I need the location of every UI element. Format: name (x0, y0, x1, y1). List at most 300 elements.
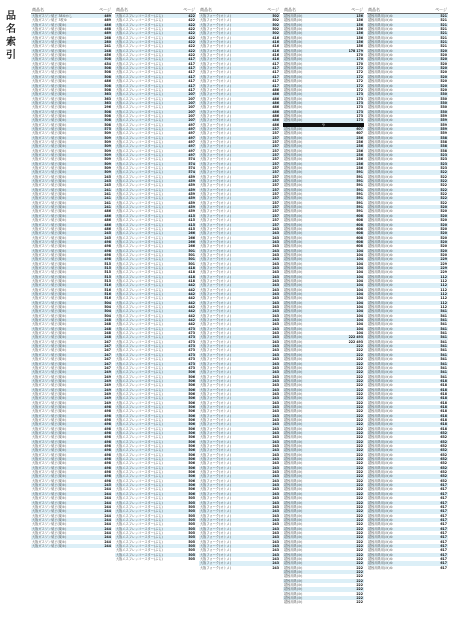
entry-name: 大阪フォーク(オトメ) (200, 192, 231, 197)
entry-page: 222 (356, 387, 363, 392)
entry-name: 大阪ガスワン焼ビ(薬ゆ) (32, 352, 67, 357)
entry-page: 522 (440, 183, 447, 188)
entry-name: 大阪ガスワン焼ビ(薬ゆ) (32, 387, 67, 392)
entry-name: 大阪フォーク(オトメ) (200, 309, 231, 314)
entry-page: 248 (104, 326, 111, 331)
entry-name: 超極用紙用(ゆ)ゆ (368, 435, 393, 440)
entry-name: 大阪エスフレッコースター(ぶら) (116, 552, 163, 557)
entry-name: 超極用紙(ゆ) (284, 413, 303, 418)
entry-page: 237 (272, 174, 279, 179)
entry-page: 591 (356, 200, 363, 205)
entry-name: 大阪エスフレッコースター(ぶら) (116, 539, 163, 544)
column-header-page: ページ (183, 7, 195, 12)
entry-name: 大阪フォーク(オトメ) (200, 44, 231, 49)
entry-name: 超極用紙(ゆ) (284, 404, 303, 409)
entry-page: 498 (104, 426, 111, 431)
entry-page: 506 (188, 378, 195, 383)
column-header (283, 6, 364, 14)
entry-page: 506 (188, 465, 195, 470)
entry-name: 大阪ガスワン焼ビ(薬ゆ) (32, 122, 67, 127)
entry-name: 大阪エスフレッコースター(ぶら) (116, 400, 163, 405)
entry-page: 244 (104, 513, 111, 518)
entry-page: 591 (356, 192, 363, 197)
entry-name: 大阪エスフレッコースター(ぶら) (116, 226, 163, 231)
entry-page: 112 (440, 305, 447, 310)
entry-name: 大阪エスフレッコースター(ぶら) (116, 57, 163, 62)
entry-page: 508 (104, 70, 111, 75)
entry-page: 442 (188, 292, 195, 296)
entry-page: 469 (104, 18, 111, 23)
entry-name: 超極用紙(ゆ) (284, 431, 303, 435)
entry-name: 大阪ガスワン焼ビ(薬ゆ) (32, 465, 67, 470)
entry-name: 大阪ガスワン焼ビ(薬ゆ) (32, 461, 67, 466)
entry-page: 244 (104, 487, 111, 492)
entry-name: 超極用紙(ゆ) (284, 491, 303, 496)
entry-name: 大阪フォーク(オトメ) (200, 331, 231, 336)
entry-page: 222 (356, 543, 363, 548)
entry-name: 超極用紙用(ゆ)ゆ (368, 305, 393, 310)
entry-name: 大阪エスフレッコースター(ぶら) (116, 96, 163, 101)
entry-page: 632 (440, 470, 447, 475)
entry-page: 506 (188, 370, 195, 375)
entry-name: 超極用紙(ゆ) (284, 235, 303, 240)
entry-name: 大阪エスフレッコースター(ぶら) (116, 457, 163, 462)
entry-page: 497 (188, 135, 195, 140)
entry-name: 超極用紙用(ゆ)ゆ (368, 500, 393, 505)
entry-page: 416 (272, 40, 279, 45)
entry-name: 超極用紙用(ゆ)ゆ (368, 535, 393, 540)
entry-page: 506 (188, 404, 195, 409)
entry-name: 超極用紙用(ゆ)ゆ (368, 48, 393, 53)
entry-page: 505 (188, 504, 195, 509)
entry-name: 大阪フォーク(オトメ) (200, 483, 231, 488)
entry-name: 大阪フォーク(オトメ) (200, 335, 231, 340)
entry-page: 243 (272, 270, 279, 275)
entry-name: 大阪エスフレッコースター(ぶら) (116, 300, 163, 305)
entry-page: 498 (104, 248, 111, 253)
entry-page: 574 (188, 166, 195, 171)
entry-page: 417 (188, 79, 195, 84)
entry-page: 222 (356, 491, 363, 496)
entry-name: 大阪エスフレッコースター(ぶら) (116, 478, 163, 483)
entry-name: 大阪フォーク(オトメ) (200, 48, 231, 53)
index-entry (199, 566, 280, 570)
entry-name: 大阪エスフレッコースター(ぶら) (116, 548, 163, 553)
entry-name: 超極用紙用(ゆ)ゆ (368, 457, 393, 462)
entry-name: 超極用紙用(ゆ)ゆ (368, 344, 393, 349)
entry-name: 超極用紙用(ゆ)ゆ (368, 431, 393, 435)
entry-name: 大阪ガスワン焼ビ(薬ゆ) (32, 287, 67, 292)
entry-name: 超極用紙用(ゆ)ゆ (368, 239, 393, 244)
entry-name: 超極用紙用(ゆ)ゆ (368, 131, 393, 136)
entry-name: 大阪フォーク(オトメ) (200, 222, 231, 227)
entry-name: 大阪エスフレッコースター(ぶら) (116, 166, 163, 171)
entry-name: 大阪ガスワン焼ビ(薬ゆ) (32, 153, 67, 157)
entry-name: 大阪エスフレッコースター(ぶら) (116, 105, 163, 110)
entry-page: 243 (272, 322, 279, 327)
entry-page: 222 (356, 470, 363, 475)
entry-page: 243 (272, 339, 279, 344)
entry-name: 大阪ガスワン焼ビ(薬ゆ) (32, 470, 67, 475)
entry-name: 大阪エスフレッコースター(ぶら) (116, 252, 163, 257)
entry-name: 大阪エスフレッコースター(ぶら) (116, 109, 163, 114)
entry-page: 632 (440, 435, 447, 440)
entry-page: 559 (440, 126, 447, 131)
entry-page: 222 (356, 556, 363, 561)
entry-name: 超極用紙用(ゆ)ゆ (368, 235, 393, 240)
entry-name: 超極用紙用(ゆ)ゆ (368, 404, 393, 409)
entry-page: 608 (356, 239, 363, 244)
entry-name: 大阪フォーク(オトメ) (200, 300, 231, 305)
entry-name: 大阪エスフレッコースター(ぶら) (116, 470, 163, 475)
entry-page: 520 (440, 244, 447, 249)
entry-name: 大阪ガスワン焼ビ(薬ゆ) (32, 435, 67, 440)
entry-name: 超極用紙用(ゆ)ゆ (368, 509, 393, 514)
index-title (4, 10, 18, 62)
entry-name: 大阪エスフレッコースター(ぶら) (116, 509, 163, 514)
entry-page: 245 (104, 235, 111, 240)
entry-page: 498 (104, 452, 111, 457)
entry-name: 大阪フォーク(オトメ) (200, 543, 231, 548)
entry-page: 416 (272, 44, 279, 49)
entry-page: 591 (356, 209, 363, 214)
entry-page: 243 (272, 370, 279, 375)
entry-page: 268 (104, 35, 111, 40)
entry-name: 超極用紙(ゆ) (284, 322, 303, 327)
index-grid (31, 6, 450, 634)
entry-name: 超極用紙用(ゆ)ゆ (368, 161, 393, 166)
entry-name: 大阪エスフレッコースター(ぶら) (116, 53, 163, 58)
entry-name: 大阪フォーク(オトメ) (200, 522, 231, 527)
entry-page: 248 (104, 331, 111, 336)
entry-page: 236 (356, 144, 363, 149)
entry-name: 超極用紙用(ゆ)ゆ (368, 252, 393, 257)
entry-name: 超極用紙(ゆ) (284, 200, 303, 205)
entry-page: 173 (356, 96, 363, 101)
entry-name: 大阪エスフレッコースター(ぶら) (116, 339, 163, 344)
entry-name: 大阪フォーク(オトメ) (200, 378, 231, 383)
entry-page: 469 (104, 31, 111, 36)
entry-page: 104 (356, 274, 363, 279)
entry-name: 超極用紙(ゆ) (284, 283, 303, 288)
entry-page: 498 (104, 239, 111, 244)
entry-name: 大阪フォーク(オトメ) (200, 539, 231, 544)
entry-page: 509 (104, 166, 111, 171)
entry-page: 541 (440, 331, 447, 336)
entry-page: 243 (272, 292, 279, 296)
entry-page: 541 (440, 374, 447, 379)
entry-name: 大阪ガスワン焼ビ(薬ゆ) (32, 391, 67, 396)
entry-name: 大阪エスフレッコースター(ぶら) (116, 222, 163, 227)
entry-name: 超極用紙用(ゆ)ゆ (368, 287, 393, 292)
entry-page: 473 (188, 352, 195, 357)
entry-name: 大阪フォーク(オトメ) (200, 92, 231, 97)
entry-page: 417 (272, 79, 279, 84)
entry-name: 大阪フォーク(オトメ) (200, 244, 231, 249)
entry-name: 大阪エスフレッコースター(ぶら) (116, 444, 163, 449)
entry-page: 506 (188, 426, 195, 431)
entry-name: 大阪フォーク(オトメ) (200, 209, 231, 214)
entry-page: 243 (272, 287, 279, 292)
entry-name: 超極用紙用(ゆ)ゆ (368, 148, 393, 153)
entry-page: 515 (104, 278, 111, 283)
entry-page: 442 (188, 300, 195, 305)
entry-page: 104 (356, 313, 363, 318)
entry-page: 520 (440, 239, 447, 244)
entry-name: 超極用紙用(ゆ)ゆ (368, 57, 393, 62)
entry-name: 大阪エスフレッコースター(ぶら) (116, 417, 163, 422)
entry-page: 486 (272, 109, 279, 114)
entry-name: 大阪エスフレッコースター(ぶら) (116, 161, 163, 166)
entry-name: 超極用紙用(ゆ)ゆ (368, 283, 393, 288)
entry-name: 大阪エスフレッコースター(ぶら) (116, 153, 163, 157)
entry-name: 超極用紙用(ゆ)ゆ (368, 296, 393, 301)
entry-name: 超極用紙(ゆ) (284, 83, 303, 88)
entry-name: 大阪フォーク(オトメ) (200, 74, 231, 79)
entry-name: 大阪エスフレッコースター(ぶら) (116, 435, 163, 440)
entry-page: 243 (272, 543, 279, 548)
entry-page: 506 (188, 435, 195, 440)
entry-page: 222 (356, 417, 363, 422)
entry-name: 大阪ガスワン焼ビ(薬ゆ) (32, 83, 67, 88)
entry-name: 大阪ガスワン焼ビ(薬ゆ) (32, 374, 67, 379)
entry-name: 大阪フォーク(オトメ) (200, 187, 231, 192)
entry-page: 243 (272, 530, 279, 535)
entry-name: 大阪ガスワン焼ビ(薬ゆ) (32, 48, 67, 53)
entry-page: 486 (272, 122, 279, 127)
entry-page: 247 (104, 339, 111, 344)
entry-name: 大阪ガスワン焼ビ(薬ゆ) (32, 222, 67, 227)
entry-page: 172 (356, 74, 363, 79)
entry-name: 大阪ガスワン焼ビ(薬ゆ) (32, 309, 67, 314)
entry-name: 超極用紙用(ゆ)ゆ (368, 322, 393, 327)
entry-page: 222 (356, 439, 363, 444)
entry-name: 大阪フォーク(オトメ) (200, 166, 231, 171)
entry-name: 超極用紙(ゆ) (284, 192, 303, 197)
entry-page: 509 (104, 157, 111, 162)
entry-page: 632 (440, 474, 447, 479)
entry-name: 大阪ガスワン焼ビ(薬ゆ) (32, 213, 67, 218)
entry-page: 417 (188, 66, 195, 71)
entry-page: 296 (104, 105, 111, 110)
entry-page: 498 (104, 431, 111, 435)
entry-page: 459 (188, 200, 195, 205)
entry-page: 505 (188, 517, 195, 522)
entry-page: 266 (188, 239, 195, 244)
entry-page: 498 (104, 444, 111, 449)
entry-name: 超極用紙(ゆ) (284, 400, 303, 405)
entry-name: 超極用紙用(ゆ)ゆ (368, 87, 393, 92)
entry-name: 超極用紙(ゆ) (284, 326, 303, 331)
entry-page: 608 (356, 235, 363, 240)
entry-page: 416 (272, 48, 279, 53)
entry-name: 大阪ガスワン焼ビ(薬ゆ) (32, 209, 67, 214)
entry-page: 207 (188, 113, 195, 118)
entry-name: 大阪エスフレッコースター(ぶら) (116, 257, 163, 262)
entry-page: 112 (440, 287, 447, 292)
entry-page: 222 (356, 400, 363, 405)
entry-name: 大阪フォーク(オトメ) (200, 144, 231, 149)
entry-page: 243 (272, 226, 279, 231)
entry-name: 大阪フォーク(オトメ) (200, 422, 231, 427)
entry-name: 大阪ガスワン焼ビ(薬ゆ) (32, 452, 67, 457)
entry-name: 大阪フォーク(オトメ) (200, 548, 231, 553)
entry-name: 大阪フォーク(オトメ) (200, 270, 231, 275)
entry-name: 超極用紙(ゆ) (284, 478, 303, 483)
entry-page: 508 (104, 83, 111, 88)
entry-name: 大阪エスフレッコースター(ぶら) (116, 100, 163, 105)
entry-page: 173 (356, 100, 363, 105)
entry-name: 超極用紙(ゆ) (284, 274, 303, 279)
entry-page: 516 (104, 296, 111, 301)
entry-page: 515 (104, 261, 111, 266)
entry-page: 243 (272, 278, 279, 283)
entry-page: 486 (104, 222, 111, 227)
entry-page: 505 (188, 548, 195, 553)
column-header (199, 6, 280, 14)
entry-name: 大阪エスフレッコースター(ぶら) (116, 118, 163, 123)
entry-page: 520 (440, 87, 447, 92)
column-header (31, 6, 112, 14)
entry-name: 大阪エスフレッコースター(ぶら) (116, 448, 163, 453)
entry-page: 237 (272, 161, 279, 166)
entry-name: 大阪ガスワン焼ビ(薬ゆ) (32, 474, 67, 479)
entry-page: 104 (356, 326, 363, 331)
entry-page: 112 (440, 278, 447, 283)
entry-page: 418 (188, 274, 195, 279)
column-header-name: 商品名 (32, 7, 44, 12)
entry-name: 大阪ガスワン焼ビ(薬ゆ) (32, 118, 67, 123)
entry-page: 417 (188, 74, 195, 79)
entry-page: 508 (104, 118, 111, 123)
entry-page: 207 (188, 96, 195, 101)
entry-page: 248 (104, 318, 111, 323)
entry-name: 超極用紙(ゆ) (284, 252, 303, 257)
entry-name: 超極用紙(ゆ) (284, 27, 303, 32)
entry-name: 大阪フォーク(オトメ) (200, 61, 231, 66)
entry-page: 520 (440, 74, 447, 79)
entry-page: 243 (272, 500, 279, 505)
entry-page: 173 (356, 118, 363, 123)
entry-page: 520 (440, 66, 447, 71)
entry-name: 大阪ガスワン焼ビ(薬ゆ) (32, 179, 67, 184)
entry-page: 422 (188, 18, 195, 23)
entry-name: 超極用紙(ゆ) (284, 530, 303, 535)
entry-name: 超極用紙用(ゆ)ゆ (368, 491, 393, 496)
entry-name: 大阪エスフレッコースター(ぶら) (116, 513, 163, 518)
entry-name: 超極用紙用(ゆ)ゆ (368, 378, 393, 383)
entry-name: 超極用紙(ゆ) (284, 209, 303, 214)
entry-name: 超極用紙用(ゆ)ゆ (368, 548, 393, 553)
entry-page: 243 (272, 252, 279, 257)
entry-page: 574 (188, 161, 195, 166)
entry-page: 498 (104, 457, 111, 462)
entry-name: 大阪エスフレッコースター(ぶら) (116, 61, 163, 66)
entry-page: 508 (104, 57, 111, 62)
entry-name: 大阪フォーク(オトメ) (200, 478, 231, 483)
entry-page: 243 (272, 513, 279, 518)
entry-name: 大阪フォーク(オトメ) (200, 87, 231, 92)
entry-page: 243 (272, 326, 279, 331)
entry-page: 523 (440, 166, 447, 171)
entry-page: 632 (440, 452, 447, 457)
entry-name: 超極用紙(ゆ) (284, 583, 303, 588)
entry-name: 大阪エスフレッコースター(ぶら) (116, 370, 163, 375)
entry-page: 222 (356, 409, 363, 414)
entry-name: 大阪エスフレッコースター(ぶら) (116, 318, 163, 323)
entry-name: 超極用紙用(ゆ)ゆ (368, 79, 393, 84)
entry-page: 249 (104, 391, 111, 396)
entry-page: 422 (188, 53, 195, 58)
entry-name: 超極用紙(ゆ) (284, 318, 303, 323)
entry-page: 222 (356, 374, 363, 379)
entry-page: 502 (272, 27, 279, 32)
entry-page: 506 (188, 409, 195, 414)
entry-name: 超極用紙(ゆ) (284, 496, 303, 501)
entry-name: 大阪ガスワン焼ビ(薬ゆ) (32, 70, 67, 75)
entry-name: 超極用紙用(ゆ)ゆ (368, 417, 393, 422)
entry-page: 247 (104, 357, 111, 362)
entry-page: 172 (356, 79, 363, 84)
entry-name: 超極用紙用(ゆ)ゆ (368, 248, 393, 253)
entry-page: 442 (188, 283, 195, 288)
entry-name: 大阪ガスワン焼ビ(薬ゆ) (32, 478, 67, 483)
entry-page: 506 (188, 400, 195, 405)
index-entry (283, 600, 364, 604)
entry-name: 大阪エスフレッコースター(ぶら) (116, 135, 163, 140)
entry-name: 超極用紙用(ゆ)ゆ (368, 483, 393, 488)
entry-page: 237 (272, 170, 279, 175)
entry-name: 超極用紙用(ゆ)ゆ (368, 522, 393, 527)
entry-page: 237 (272, 139, 279, 144)
entry-page: 505 (188, 530, 195, 535)
entry-name: 大阪ガスワン焼ビ(薬ゆ) (32, 74, 67, 79)
entry-page: 520 (440, 57, 447, 62)
entry-page: 509 (104, 135, 111, 140)
index-entry (367, 566, 448, 570)
entry-page: 222 (356, 361, 363, 366)
entry-name: 超極用紙用(ゆ)ゆ (368, 265, 393, 270)
entry-name: 超極用紙用(ゆ)ゆ (368, 370, 393, 375)
entry-name: 超極用紙用(ゆ)ゆ (368, 300, 393, 305)
entry-name: 大阪ガスワン焼ビ(薬ゆ) (32, 526, 67, 531)
entry-page: 104 (356, 252, 363, 257)
entry-name: 大阪フォーク(オトメ) (200, 153, 231, 157)
entry-page: 520 (440, 205, 447, 210)
entry-name: 大阪ガスワン焼ビ(薬ゆ) (32, 22, 67, 27)
entry-page: 497 (188, 144, 195, 149)
entry-page: 243 (272, 483, 279, 488)
entry-name: 超極用紙用(ゆ)ゆ (368, 561, 393, 566)
entry-name: 超極用紙用(ゆ)ゆ (368, 135, 393, 140)
entry-name: 大阪フォーク(オトメ) (200, 431, 231, 435)
entry-page: 266 (188, 244, 195, 249)
entry-name: 大阪ガスワン焼ビ 38ゆかし (32, 14, 73, 18)
entry-name: 超極用紙(ゆ) (284, 218, 303, 223)
entry-name: 超極用紙用(ゆ)ゆ (368, 478, 393, 483)
entry-page: 172 (356, 83, 363, 88)
entry-name: 大阪フォーク(オトメ) (200, 218, 231, 223)
entry-page: 498 (104, 409, 111, 414)
entry-page: 498 (104, 448, 111, 453)
entry-page: 222 (356, 365, 363, 370)
entry-page: 506 (188, 396, 195, 401)
entry-page: 237 (272, 148, 279, 153)
entry-page: 112 (440, 274, 447, 279)
entry-name: 大阪フォーク(オトメ) (200, 14, 231, 18)
entry-name: 大阪フォーク(オトメ) (200, 435, 231, 440)
entry-page: 506 (188, 491, 195, 496)
